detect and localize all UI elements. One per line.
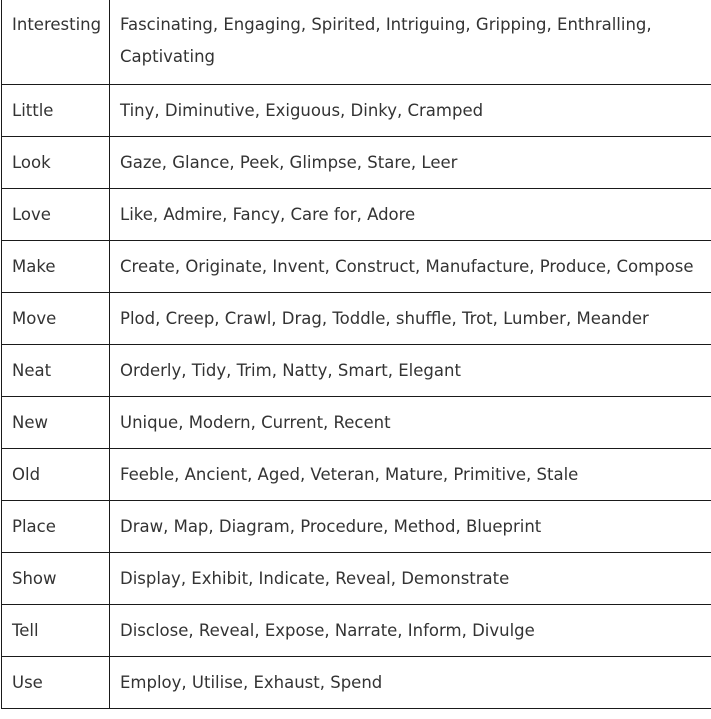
word-cell: Move (2, 293, 110, 345)
table-row (2, 657, 711, 709)
table-row (2, 553, 711, 605)
synonyms-cell: Tiny, Diminutive, Exiguous, Dinky, Cramped (110, 85, 711, 137)
table-row (2, 293, 711, 345)
table-row (2, 189, 711, 241)
table-row (2, 501, 711, 553)
synonyms-cell: Feeble, Ancient, Aged, Veteran, Mature, Primitive, Stale (110, 449, 711, 501)
word-cell: Place (2, 501, 110, 553)
synonyms-cell: Gaze, Glance, Peek, Glimpse, Stare, Leer (110, 137, 711, 189)
word-cell: Interesting (2, 0, 110, 85)
word-cell: Use (2, 657, 110, 709)
table-row (2, 241, 711, 293)
word-cell: Show (2, 553, 110, 605)
synonyms-cell: Create, Originate, Invent, Construct, Manufacture, Produce, Compose (110, 241, 711, 293)
word-cell: Little (2, 85, 110, 137)
word-cell: Look (2, 137, 110, 189)
word-cell: Old (2, 449, 110, 501)
synonyms-cell: Plod, Creep, Crawl, Drag, Toddle, shuffle, Trot, Lumber, Meander (110, 293, 711, 345)
synonyms-cell: Draw, Map, Diagram, Procedure, Method, Blueprint (110, 501, 711, 553)
synonyms-cell: Like, Admire, Fancy, Care for, Adore (110, 189, 711, 241)
synonyms-table (1, 0, 711, 709)
synonyms-cell: Fascinating, Engaging, Spirited, Intriguing, Gripping, Enthralling, Captivating (110, 0, 711, 85)
word-cell: New (2, 397, 110, 449)
synonyms-cell: Employ, Utilise, Exhaust, Spend (110, 657, 711, 709)
table-row (2, 0, 711, 85)
table-row (2, 397, 711, 449)
table-row (2, 85, 711, 137)
synonyms-cell: Display, Exhibit, Indicate, Reveal, Demonstrate (110, 553, 711, 605)
synonyms-cell: Disclose, Reveal, Expose, Narrate, Inform, Divulge (110, 605, 711, 657)
word-cell: Love (2, 189, 110, 241)
synonyms-cell: Unique, Modern, Current, Recent (110, 397, 711, 449)
table-row (2, 345, 711, 397)
table-row (2, 449, 711, 501)
word-cell: Make (2, 241, 110, 293)
table-row (2, 137, 711, 189)
word-cell: Neat (2, 345, 110, 397)
word-cell: Tell (2, 605, 110, 657)
table-row (2, 605, 711, 657)
synonyms-cell: Orderly, Tidy, Trim, Natty, Smart, Elegant (110, 345, 711, 397)
